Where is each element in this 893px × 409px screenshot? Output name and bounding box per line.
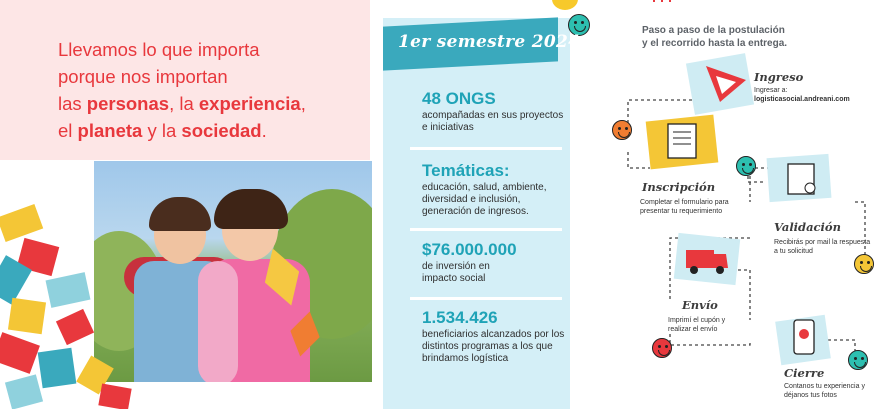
decorative-ticks [650,0,680,4]
child-figure [149,197,211,231]
step-desc-envio: Imprimí el cupón y realizar el envío [668,317,726,333]
stat-description: educación, salud, ambiente, diversidad e inclusión, generación de ingresos. [422,182,547,217]
decorative-mosaic [0,190,150,409]
ingreso-link[interactable]: logisticasocial.andreani.com [754,96,850,103]
child-figure [198,261,238,382]
stat-value: 48 ONGS [422,89,496,108]
step-desc-validacion: Recibirás por mail la respuesta a tu solicitud [774,239,871,255]
stat-tematicas [422,161,570,218]
step-desc-ingreso: Ingresar a: [754,87,788,94]
stat-inversion [422,240,570,285]
stat-beneficiarios [422,308,570,365]
ingreso-icon [700,62,750,106]
step-title-envio: Envío [682,298,718,312]
stat-value: $76.000.000 [422,240,517,259]
headline-line-3: las personas, la experiencia, [58,93,306,114]
stat-description: beneficiarios alcanzados por los distintos programas a los que brindamos logística [422,329,565,364]
process-path [600,70,893,400]
headline-line-2: porque nos importan [58,66,228,87]
process-title: Paso a paso de la postulación y el recorrido hasta la entrega. [642,25,788,49]
smiley-icon [736,156,756,176]
stat-description: de inversión en impacto social [422,261,490,284]
child-figure [214,189,288,229]
stats-panel-top [383,0,570,18]
semester-label: 1er semestre 2024 [398,32,581,52]
divider [410,147,562,150]
divider [410,228,562,231]
phone-location-icon [790,318,820,360]
stat-description: acompañadas en sus proyectos e iniciativas [422,110,564,133]
stat-value: Temáticas: [422,161,510,180]
step-title-validacion: Validación [774,220,841,234]
truck-icon [682,244,732,278]
headline-line-4: el planeta y la sociedad. [58,120,267,141]
step-desc-inscripcion: Completar el formulario para presentar tu requerimiento [640,199,729,215]
document-icon [660,120,704,164]
step-title-ingreso: Ingreso [754,70,804,84]
step-title-cierre: Cierre [784,366,825,380]
step-title-inscripcion: Inscripción [642,180,716,194]
step-desc-cierre: Contanos tu experiencia y déjanos tus fotos [784,383,865,399]
stat-value: 1.534.426 [422,308,498,327]
headline-line-1: Llevamos lo que importa [58,39,260,60]
smiley-icon [854,254,874,274]
smiley-icon [848,350,868,370]
headline [58,36,358,144]
smiley-icon [652,338,672,358]
divider [410,297,562,300]
stat-ongs [422,89,570,134]
smiley-icon [612,120,632,140]
validation-icon [780,158,824,198]
